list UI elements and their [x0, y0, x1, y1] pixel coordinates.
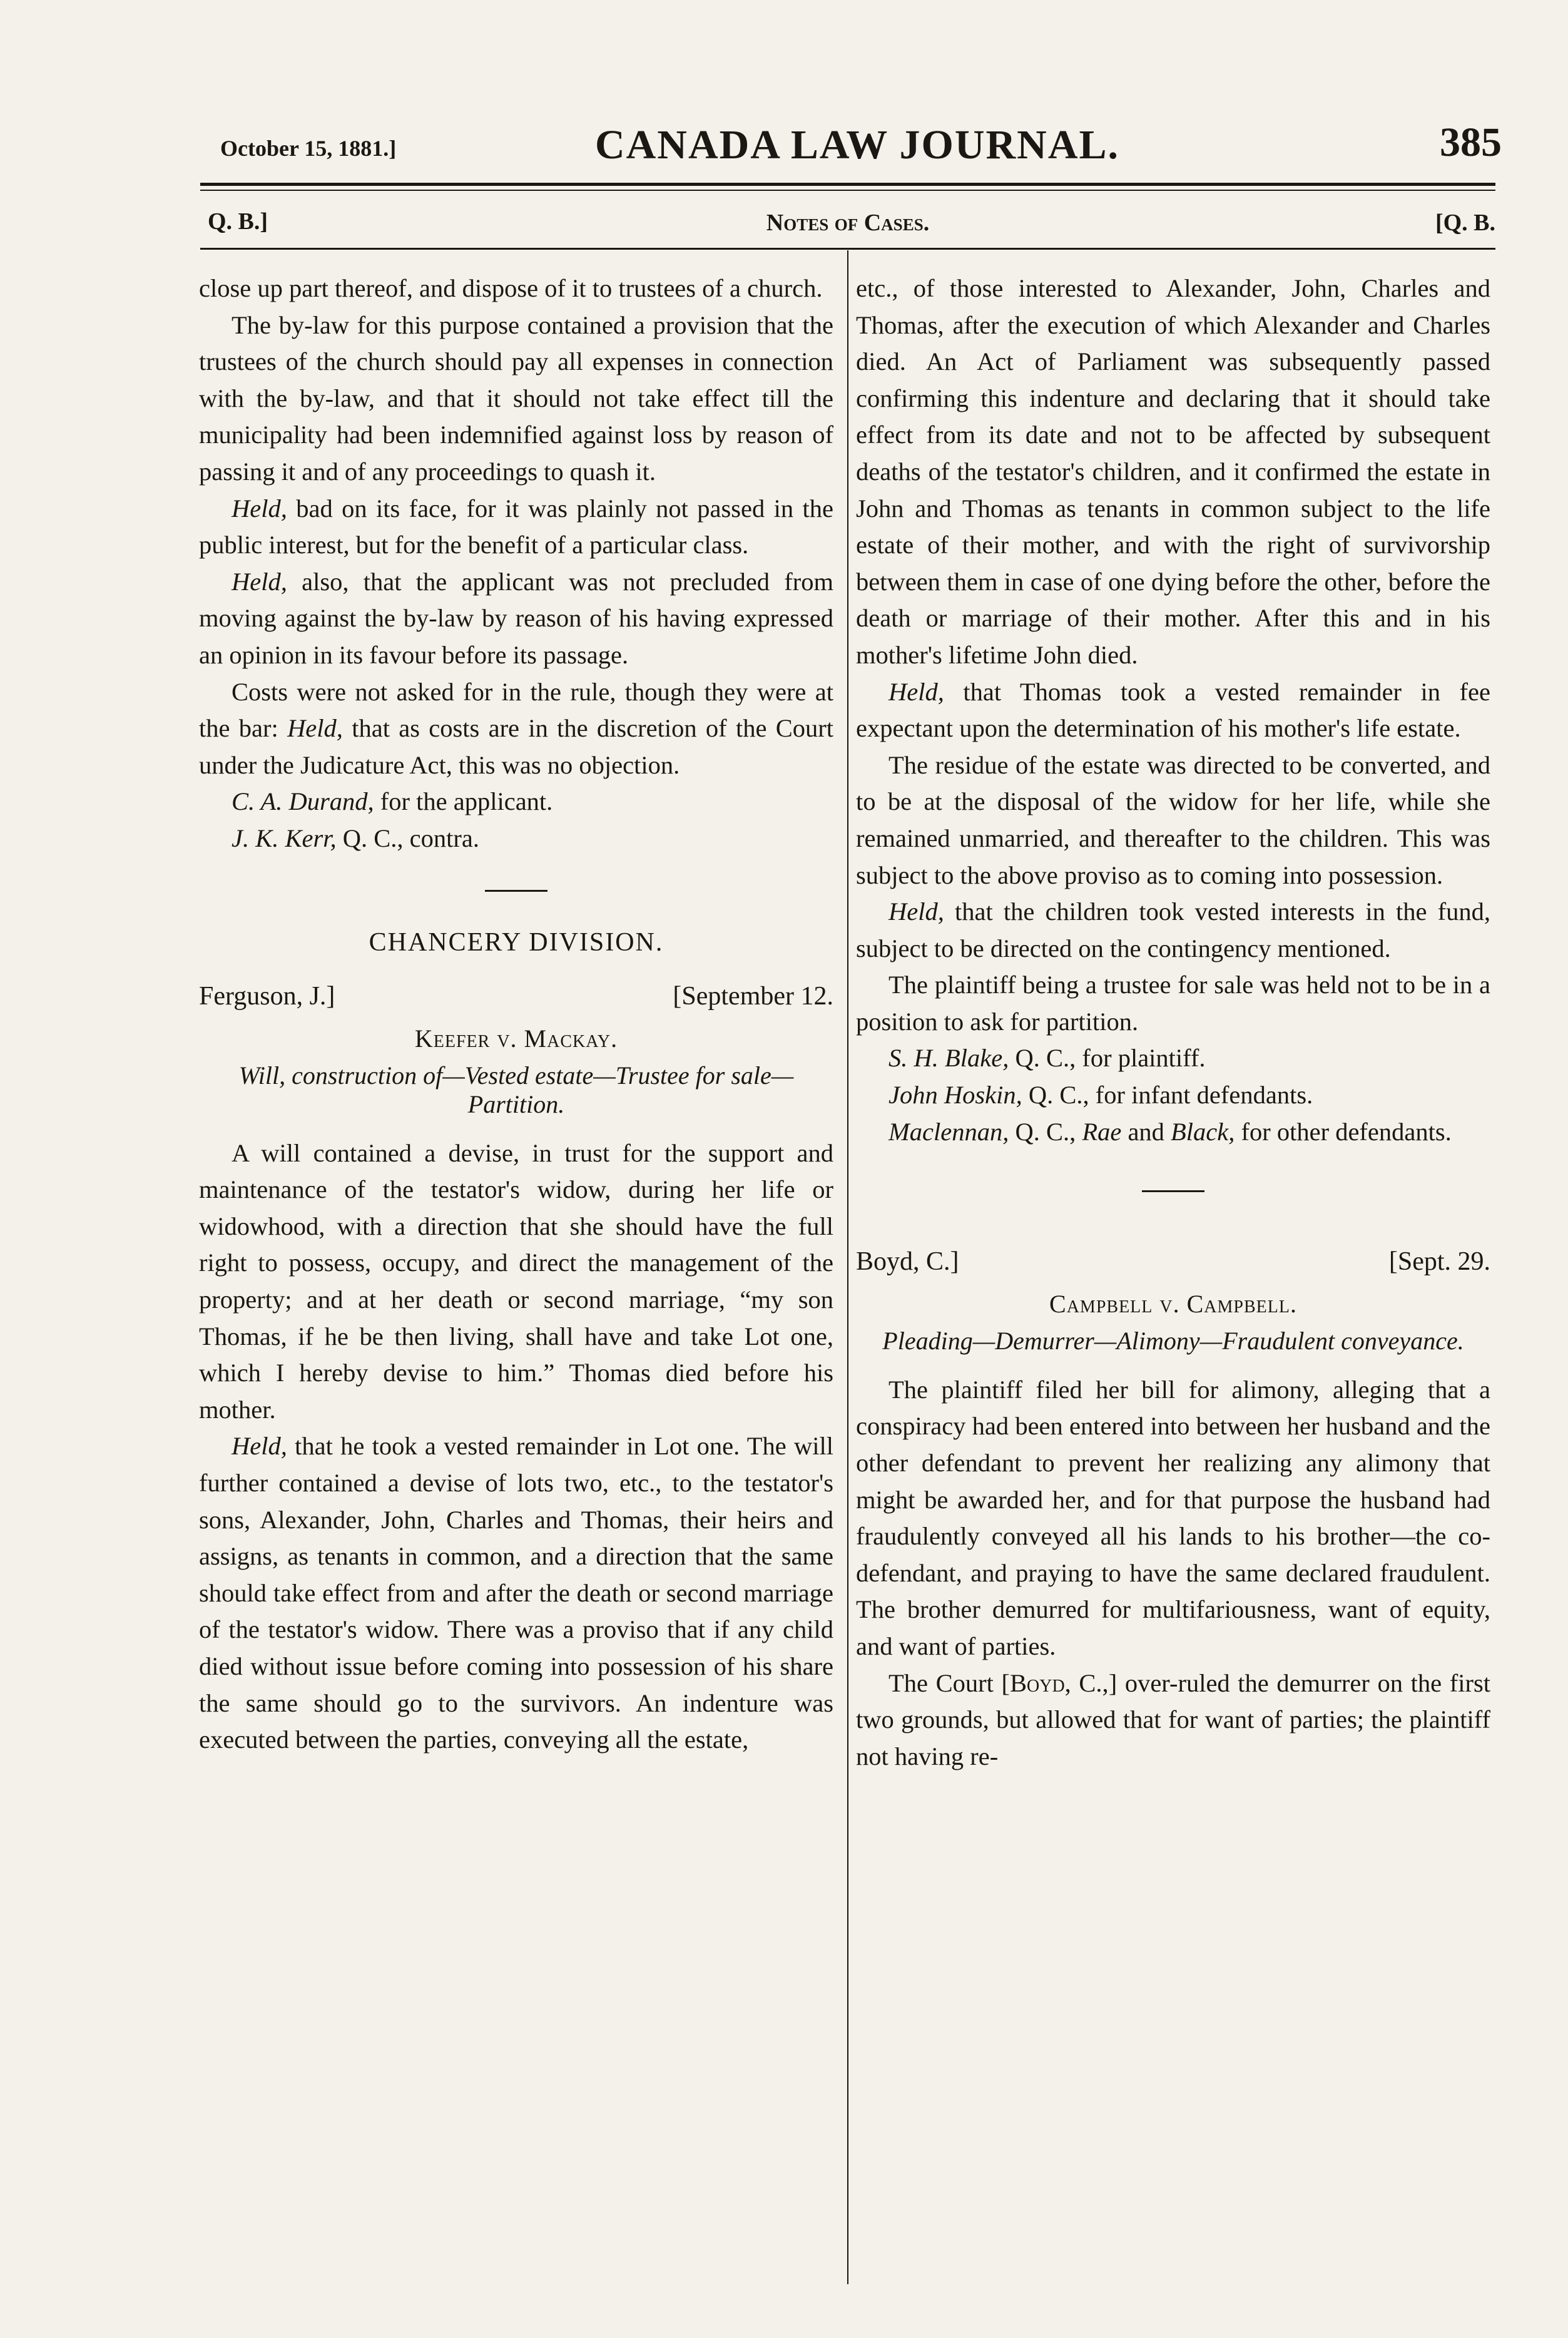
division-heading: CHANCERY DIVISION.: [369, 927, 664, 957]
counsel-line: C. A. Durand, for the applicant.: [232, 787, 553, 816]
paragraph: The Court [Boyd, C.,] over-ruled the demurrer on the first two grounds, but allowed that for want of parties; the plaintiff not having re-: [856, 1668, 1490, 1770]
counsel-name: Black,: [1171, 1117, 1235, 1146]
case-title: Campbell v. Campbell.: [1049, 1290, 1297, 1319]
decision-date: [September 12.: [673, 982, 833, 1011]
court-marker-right: [Q. B.: [1435, 210, 1495, 236]
holding-paragraph: Held, also, that the applicant was not precluded from moving against the by-law by reason of his having expressed an opinion in its favour before its passage.: [199, 567, 833, 669]
counsel-name: C. A. Durand,: [232, 787, 374, 816]
judge-name: Ferguson, J.]: [199, 982, 335, 1011]
held-label: Held,: [232, 567, 287, 596]
counsel-line: Maclennan, Q. C., Rae and Black, for other defendants.: [888, 1117, 1452, 1146]
holding-paragraph: Held, that the children took vested interests in the fund, subject to be directed on the contingency mentioned.: [856, 897, 1490, 962]
counsel-line: J. K. Kerr, Q. C., contra.: [232, 824, 479, 852]
judge-name: Boyd, C.]: [856, 1247, 959, 1277]
paragraph: The residue of the estate was directed to be converted, and to be at the disposal of the widow for her life, while she remained unmarried, and thereafter to the children. This was subject to the above proviso as to coming into possession.: [856, 750, 1490, 889]
paragraph: The by-law for this purpose contained a provision that the trustees of the church should pay all expenses in connection with the by-law, and that it should not take effect till the municipality had been indemnified against loss by reason of passing it and of any proceedings to quash it.: [199, 310, 833, 486]
counsel-line: S. H. Blake, Q. C., for plaintiff.: [888, 1044, 1206, 1073]
counsel-name: Rae: [1082, 1117, 1122, 1146]
counsel-name: S. H. Blake,: [888, 1044, 1009, 1073]
decision-date: [Sept. 29.: [1388, 1247, 1490, 1277]
issue-date: October 15, 1881.]: [220, 136, 397, 161]
court-marker-left: Q. B.]: [208, 208, 268, 235]
section-head: [200, 202, 1495, 239]
header-rule-thick: [200, 183, 1495, 186]
case-subject: Pleading—Demurrer—Alimony—Fraudulent conveyance.: [882, 1326, 1464, 1355]
holding-paragraph: Held, bad on its face, for it was plainly not passed in the public interest, but for the benefit of a particular class.: [199, 494, 833, 559]
judge-line: [199, 978, 833, 1017]
section-title: Notes of Cases.: [766, 210, 930, 236]
column-divider: [847, 250, 848, 2284]
case-subject: Will, construction of—Vested estate—Trustee for sale—Partition.: [238, 1061, 794, 1118]
holding-paragraph: Held, that Thomas took a vested remainder in fee expectant upon the determination of his mother's life estate.: [856, 677, 1490, 743]
journal-title: CANADA LAW JOURNAL.: [594, 122, 1120, 168]
page-number: 385: [1440, 120, 1502, 165]
held-label: Held,: [888, 897, 944, 926]
judge-line: [856, 1243, 1490, 1282]
case-separator: [485, 890, 547, 892]
section-rule: [200, 248, 1495, 250]
case-title: Keefer v. Mackay.: [414, 1024, 618, 1053]
counsel-line: John Hoskin, Q. C., for infant defendants.: [888, 1081, 1313, 1110]
header-rule-thin: [200, 190, 1495, 191]
holding-paragraph: Costs were not asked for in the rule, though they were at the bar: Held, that as costs are in the discretion of the Court under the Judicature Act, this was no objection.: [199, 677, 834, 779]
paragraph: etc., of those interested to Alexander, John, Charles and Thomas, after the execution of which Alexander and Charles died. An Act of Parliament was subsequently passed confirming this indenture and declaring that it should take effect from its date and not to be affected by subsequent deaths of the testator's children, and it confirmed the estate in John and Thomas as tenants in common subject to the life estate of their mother, and with the right of survivorship between them in case of one dying before the other, before the death or marriage of their mother. After this and in his mother's lifetime John died.: [856, 274, 1490, 669]
judge-reference: Boyd, C.,: [1009, 1668, 1109, 1697]
held-label: Held,: [888, 677, 944, 706]
counsel-name: Maclennan,: [888, 1117, 1009, 1146]
held-label: Held,: [287, 714, 343, 743]
case-separator: [1142, 1190, 1204, 1192]
paragraph: The plaintiff filed her bill for alimony, alleging that a conspiracy had been entered into between her husband and the other defendant to prevent her realizing any alimony that might be awarded her, and for that purpose the husband had fraudulently conveyed all his lands to his brother—the co-defendant, and praying to have the same declared fraudulent. The brother demurred for multifariousness, want of equity, and want of parties.: [856, 1375, 1490, 1660]
right-column: [856, 270, 1490, 1775]
counsel-name: J. K. Kerr,: [232, 824, 337, 852]
holding-paragraph: Held, that he took a vested remainder in Lot one. The will further contained a devise of lots two, etc., to the testator's sons, Alexander, John, Charles and Thomas, their heirs and assigns, as tenants in common, and a direction that the same should take effect from and after the death or second marriage of the testator's widow. There was a proviso that if any child died without issue before coming into possession of his share the same should go to the survivors. An indenture was executed between the parties, conveying all the estate,: [199, 1432, 833, 1754]
held-label: Held,: [232, 1432, 287, 1461]
paragraph: close up part thereof, and dispose of it to trustees of a church.: [199, 274, 823, 302]
left-column: [199, 270, 833, 1759]
counsel-name: John Hoskin,: [888, 1081, 1022, 1110]
paragraph: A will contained a devise, in trust for the support and maintenance of the testator's widow, during her life or widowhood, with a direction that she should have the full right to possess, occupy, and direct the management of the property; and at her death or second marriage, “my son Thomas, if he be then living, shall have and take Lot one, which I hereby devise to him.” Thomas died before his mother.: [199, 1138, 833, 1424]
paragraph: The plaintiff being a trustee for sale was held not to be in a position to ask for partition.: [856, 971, 1490, 1036]
running-head: [213, 119, 1502, 175]
held-label: Held,: [232, 494, 287, 523]
